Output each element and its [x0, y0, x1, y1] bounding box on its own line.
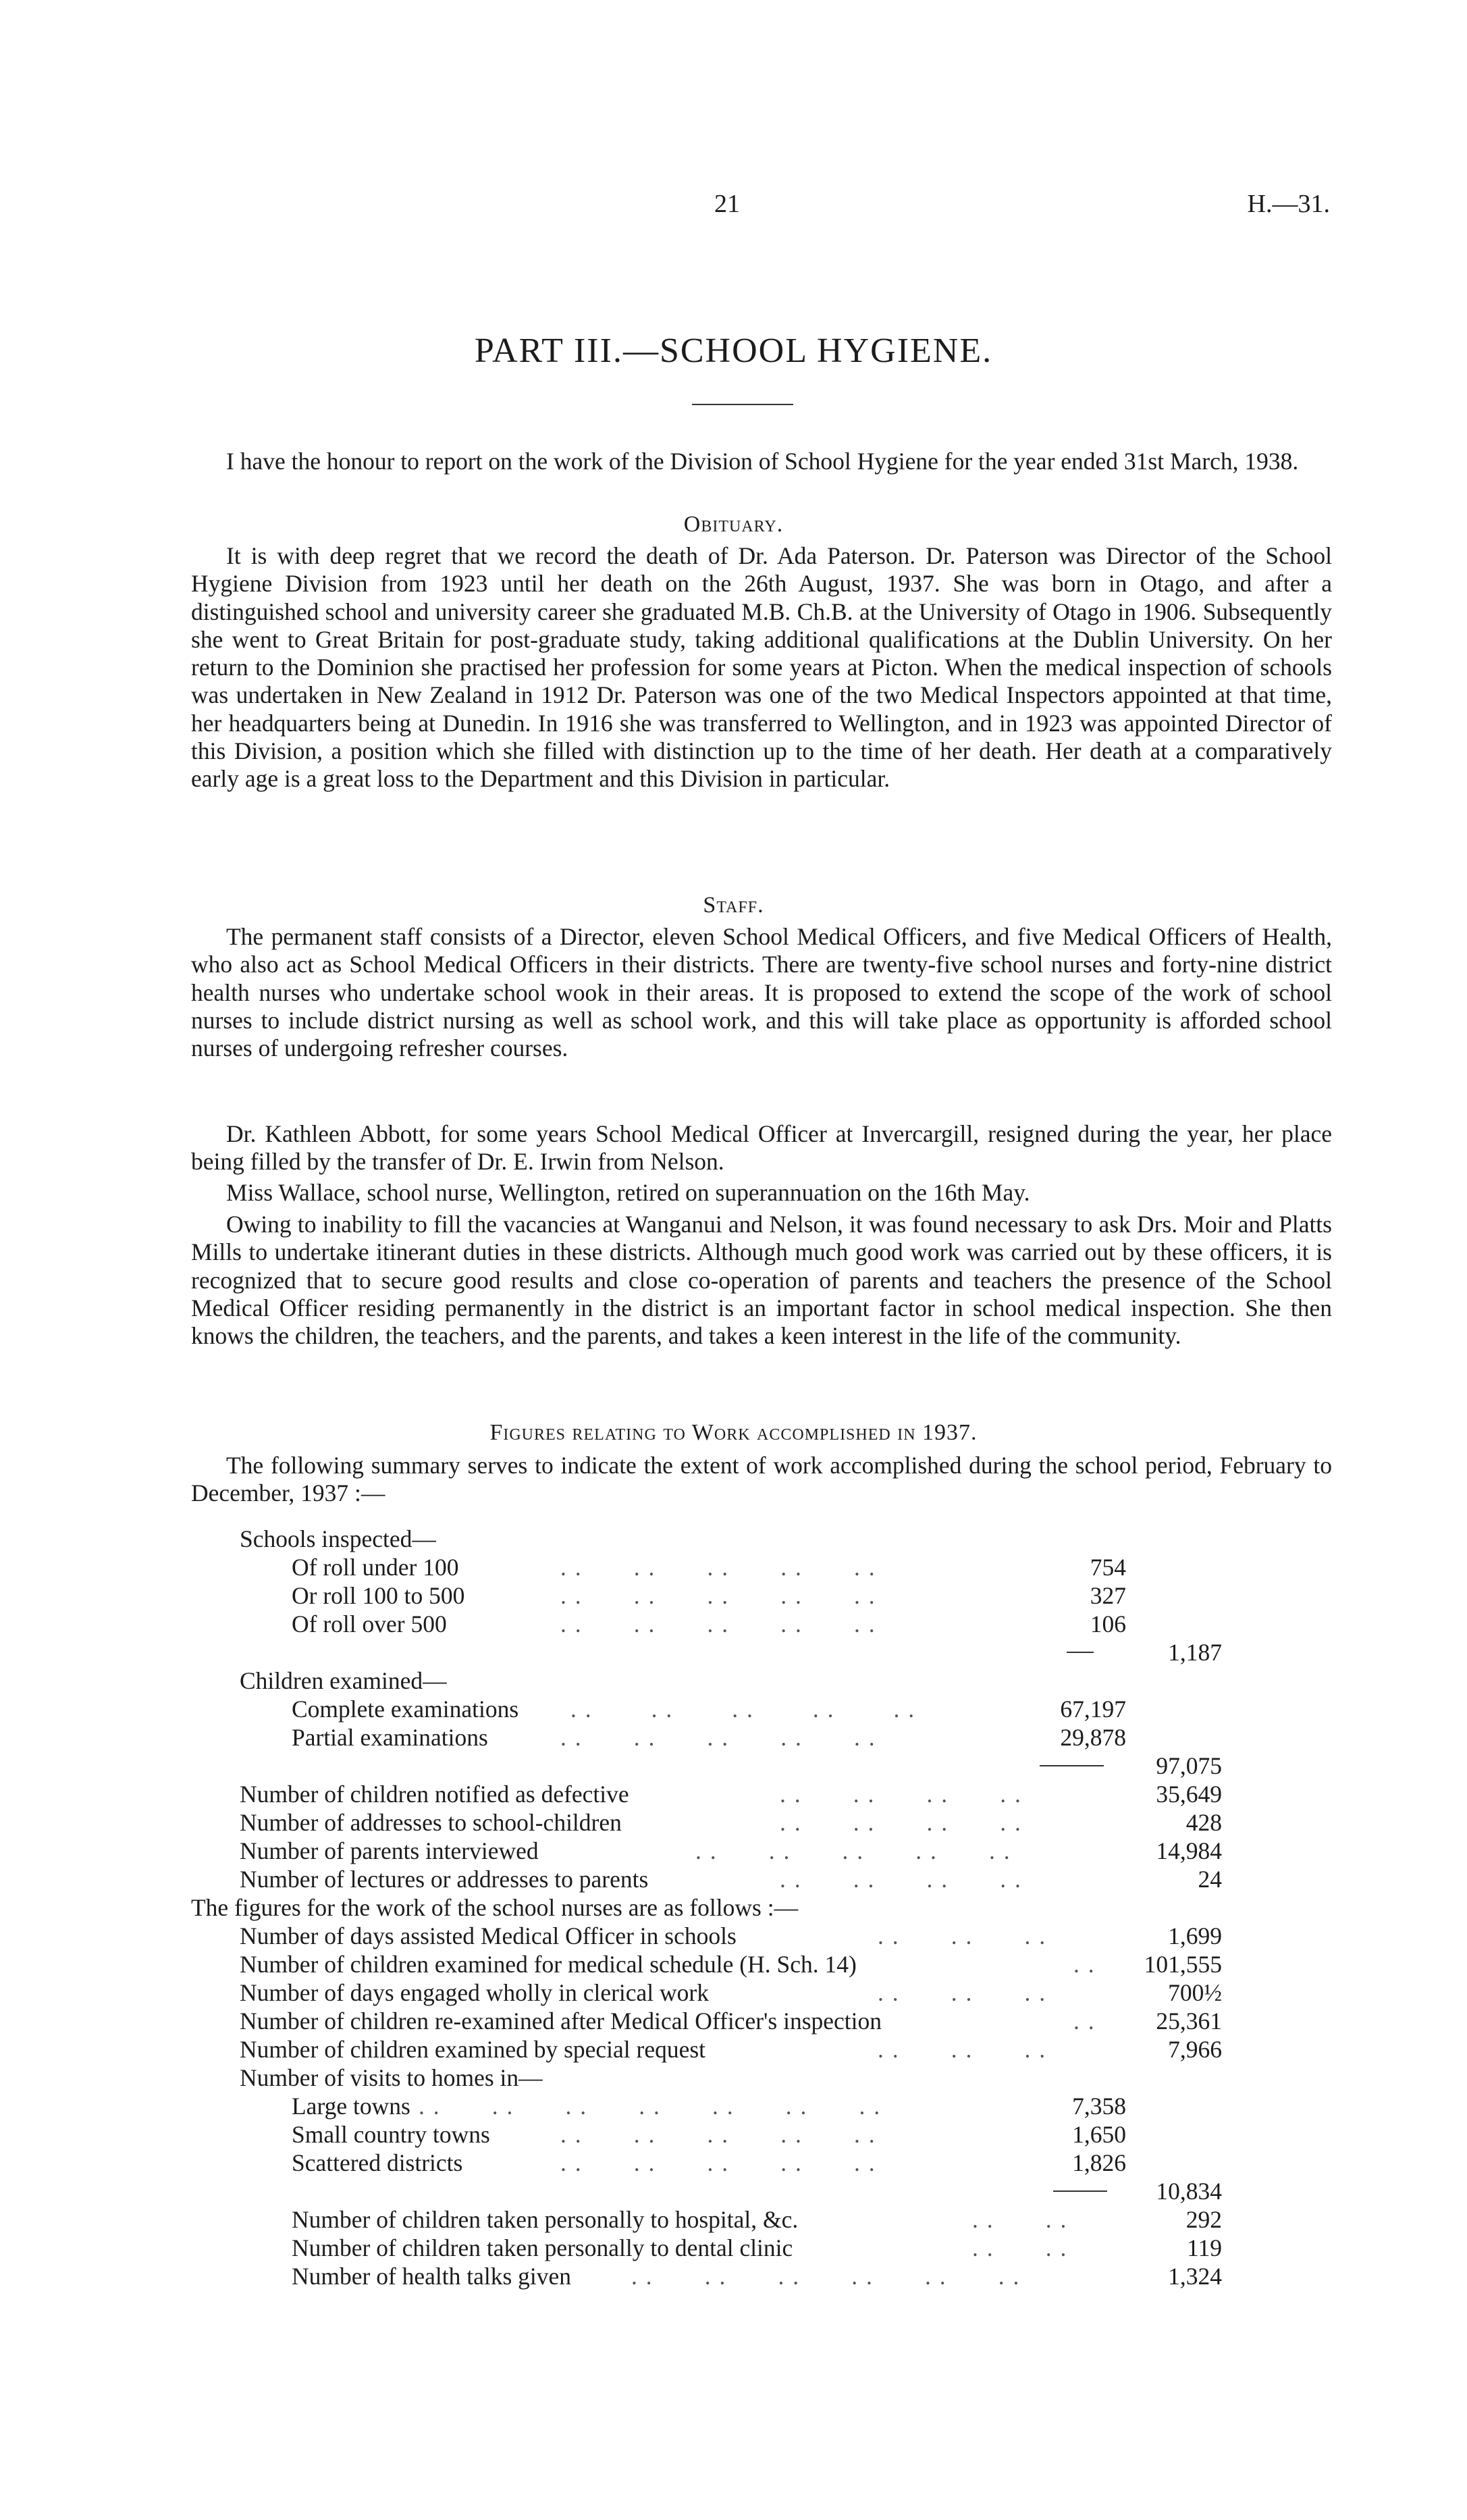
figures-heading: Figures relating to Work accomplished in 1937.: [489, 1420, 978, 1445]
leader-dots: . . . .: [972, 2206, 1068, 2233]
figures-intro-text: The following summary serves to indicate the extent of work accomplished during the school period, February to December, 1937 :—: [191, 1452, 1332, 1507]
days-assisted-label: Number of days assisted Medical Officer in schools: [240, 1922, 737, 1949]
small-towns-value: 1,650: [1072, 2121, 1126, 2148]
leader-dots: . . . . . .: [878, 2036, 1047, 2063]
days-assisted-value: 1,699: [1168, 1922, 1222, 1949]
staff-paragraph-2: [191, 1120, 1332, 1176]
nurses-intro-label: The figures for the work of the school nurses are as follows :—: [191, 1894, 799, 1921]
children-examined-label: Children examined—: [240, 1667, 447, 1694]
notified-defective-label: Number of children notified as defective: [240, 1781, 629, 1808]
days-clerical-value: 700½: [1168, 1979, 1222, 2006]
children-schedule-label: Number of children examined for medical schedule (H. Sch. 14): [240, 1951, 857, 1978]
parents-interviewed-value: 14,984: [1156, 1837, 1222, 1864]
staff-text-2: Dr. Kathleen Abbott, for some years School Medical Officer at Invercargill, resigned during the year, her place being filled by the transfer of Dr. E. Irwin from Nelson.: [191, 1120, 1332, 1176]
subtotal-rule: [1067, 1652, 1094, 1653]
staff-text-4: Owing to inability to fill the vacancies at Wanganui and Nelson, it was found necessary to ask Drs. Moir and Platts Mills to undertake itinerant duties in these districts. Although much good work was carried out by these officers, it is recognized that to secure good results and close co-operation of parents and teachers the presence of the School Medical Officer residing permanently in the district is an important factor in school medical inspection. She then knows the children, the teachers, and the parents, and takes a keen interest in the life of the community.: [191, 1211, 1332, 1350]
dental-value: 119: [1187, 2234, 1222, 2261]
obituary-text: It is with deep regret that we record the death of Dr. Ada Paterson. Dr. Paterson was Director of the School Hygiene Division from 1923 until her death on the 26th August, 1937. She was born in Otago, and after a distinguished school and university career she graduated M.B. Ch.B. at the University of Otago in 1906. Subsequently she went to Great Britain for post-graduate study, taking additional qualifications at the Dublin University. On her return to the Dominion she practised her profession for some years at Picton. When the medical inspection of schools was undertaken in New Zealand in 1912 Dr. Paterson was one of the two Medical Inspectors appointed at that time, her headquarters being at Dunedin. In 1916 she was transferred to Wellington, and in 1923 was appointed Director of this Division, a position which she filled with distinction up to the time of her death. Her death at a comparatively early age is a great loss to the Department and this Division in particular.: [191, 542, 1332, 793]
leader-dots: . .: [1073, 1951, 1096, 1978]
complete-exams-label: Complete examinations: [292, 1696, 519, 1723]
subtotal-rule: [1053, 2190, 1107, 2192]
leader-dots: . . . . . . . .: [780, 1809, 1022, 1836]
large-towns-label: Large towns: [292, 2093, 410, 2120]
intro-paragraph: [191, 448, 1332, 475]
roll-under-100-value: 754: [1090, 1554, 1126, 1581]
lectures-parents-label: Number of lectures or addresses to parents: [240, 1866, 649, 1893]
leader-dots: . . . . . . . . . .: [560, 2121, 876, 2148]
leader-dots: . . . . . . . . . .: [560, 1610, 876, 1637]
large-towns-value: 7,358: [1072, 2093, 1126, 2120]
exams-total-value: 97,075: [1156, 1752, 1222, 1779]
addresses-children-value: 428: [1185, 1809, 1222, 1836]
re-examined-label: Number of children re-examined after Medical Officer's inspection: [240, 2007, 882, 2035]
leader-dots: . . . .: [972, 2234, 1068, 2261]
leader-dots: . . . . . . . . . .: [570, 1696, 916, 1723]
schools-inspected-label: Schools inspected—: [240, 1525, 436, 1552]
obituary-paragraph: [191, 542, 1332, 793]
partial-exams-label: Partial examinations: [292, 1724, 488, 1751]
part-title: PART III.—SCHOOL HYGIENE.: [474, 332, 993, 370]
small-towns-label: Small country towns: [292, 2121, 490, 2148]
intro-text: I have the honour to report on the work of the Division of School Hygiene for the year ended 31st March, 1938.: [226, 448, 1299, 475]
document-code: H.—31.: [1247, 190, 1330, 218]
re-examined-value: 25,361: [1156, 2007, 1222, 2035]
leader-dots: . . . . . . . . . .: [695, 1837, 1011, 1864]
leader-dots: . . . . . . . . . . . .: [631, 2263, 1021, 2290]
partial-exams-value: 29,878: [1060, 1724, 1126, 1751]
obituary-heading: Obituary.: [683, 512, 784, 537]
roll-100-500-value: 327: [1090, 1582, 1126, 1609]
health-talks-label: Number of health talks given: [292, 2263, 572, 2290]
dental-label: Number of children taken personally to dental clinic: [292, 2234, 793, 2261]
lectures-parents-value: 24: [1198, 1866, 1222, 1893]
leader-dots: . . . . . . . . . .: [560, 1582, 876, 1609]
page-number: 21: [714, 190, 740, 218]
subtotal-rule: [1040, 1765, 1104, 1766]
scattered-value: 1,826: [1072, 2149, 1126, 2176]
leader-dots: . . . . . . . . . .: [560, 1724, 876, 1751]
health-talks-value: 1,324: [1168, 2263, 1222, 2290]
staff-paragraph-4: [191, 1211, 1332, 1350]
roll-100-500-label: Or roll 100 to 500: [292, 1582, 465, 1609]
staff-heading: Staff.: [703, 893, 764, 918]
leader-dots: . . . . . .: [878, 1979, 1047, 2006]
roll-over-500-value: 106: [1090, 1610, 1126, 1637]
figures-intro-paragraph: [191, 1452, 1332, 1508]
schools-total-value: 1,187: [1168, 1639, 1222, 1666]
leader-dots: . . . . . . . .: [780, 1866, 1022, 1893]
leader-dots: . . . . . . . . . . . . . .: [419, 2093, 882, 2120]
visits-total-value: 10,834: [1156, 2178, 1222, 2205]
children-schedule-value: 101,555: [1144, 1951, 1222, 1978]
leader-dots: . . . . . . . . . .: [560, 2149, 876, 2176]
roll-under-100-label: Of roll under 100: [292, 1554, 459, 1581]
hospital-value: 292: [1185, 2206, 1222, 2233]
staff-paragraph-3: [191, 1179, 1332, 1207]
leader-dots: . . . . . . . .: [780, 1781, 1022, 1808]
staff-paragraph-1: [191, 923, 1332, 1062]
complete-exams-value: 67,197: [1060, 1696, 1126, 1723]
special-request-value: 7,966: [1168, 2036, 1222, 2063]
scattered-label: Scattered districts: [292, 2149, 463, 2176]
roll-over-500-label: Of roll over 500: [292, 1610, 447, 1637]
addresses-children-label: Number of addresses to school-children: [240, 1809, 622, 1836]
leader-dots: . .: [1073, 2007, 1096, 2035]
staff-text-1: The permanent staff consists of a Director, eleven School Medical Officers, and five Medical Officers of Health, who also act as School Medical Officers in their districts. There are twenty-five school nurses and forty-nine district health nurses who undertake school wook in their areas. It is proposed to extend the scope of the work of school nurses to include district nursing as well as school work, and this will take place as opportunity is afforded school nurses of undergoing refresher courses.: [191, 923, 1332, 1062]
notified-defective-value: 35,649: [1156, 1781, 1222, 1808]
leader-dots: . . . . . . . . . .: [560, 1554, 876, 1581]
special-request-label: Number of children examined by special request: [240, 2036, 706, 2063]
parents-interviewed-label: Number of parents interviewed: [240, 1837, 539, 1864]
leader-dots: . . . . . .: [878, 1922, 1047, 1949]
days-clerical-label: Number of days engaged wholly in clerical work: [240, 1979, 709, 2006]
title-rule: [692, 404, 793, 405]
staff-text-3: Miss Wallace, school nurse, Wellington, retired on superannuation on the 16th May.: [226, 1179, 1030, 1206]
hospital-label: Number of children taken personally to hospital, &c.: [292, 2206, 799, 2233]
visits-label: Number of visits to homes in—: [240, 2064, 543, 2091]
